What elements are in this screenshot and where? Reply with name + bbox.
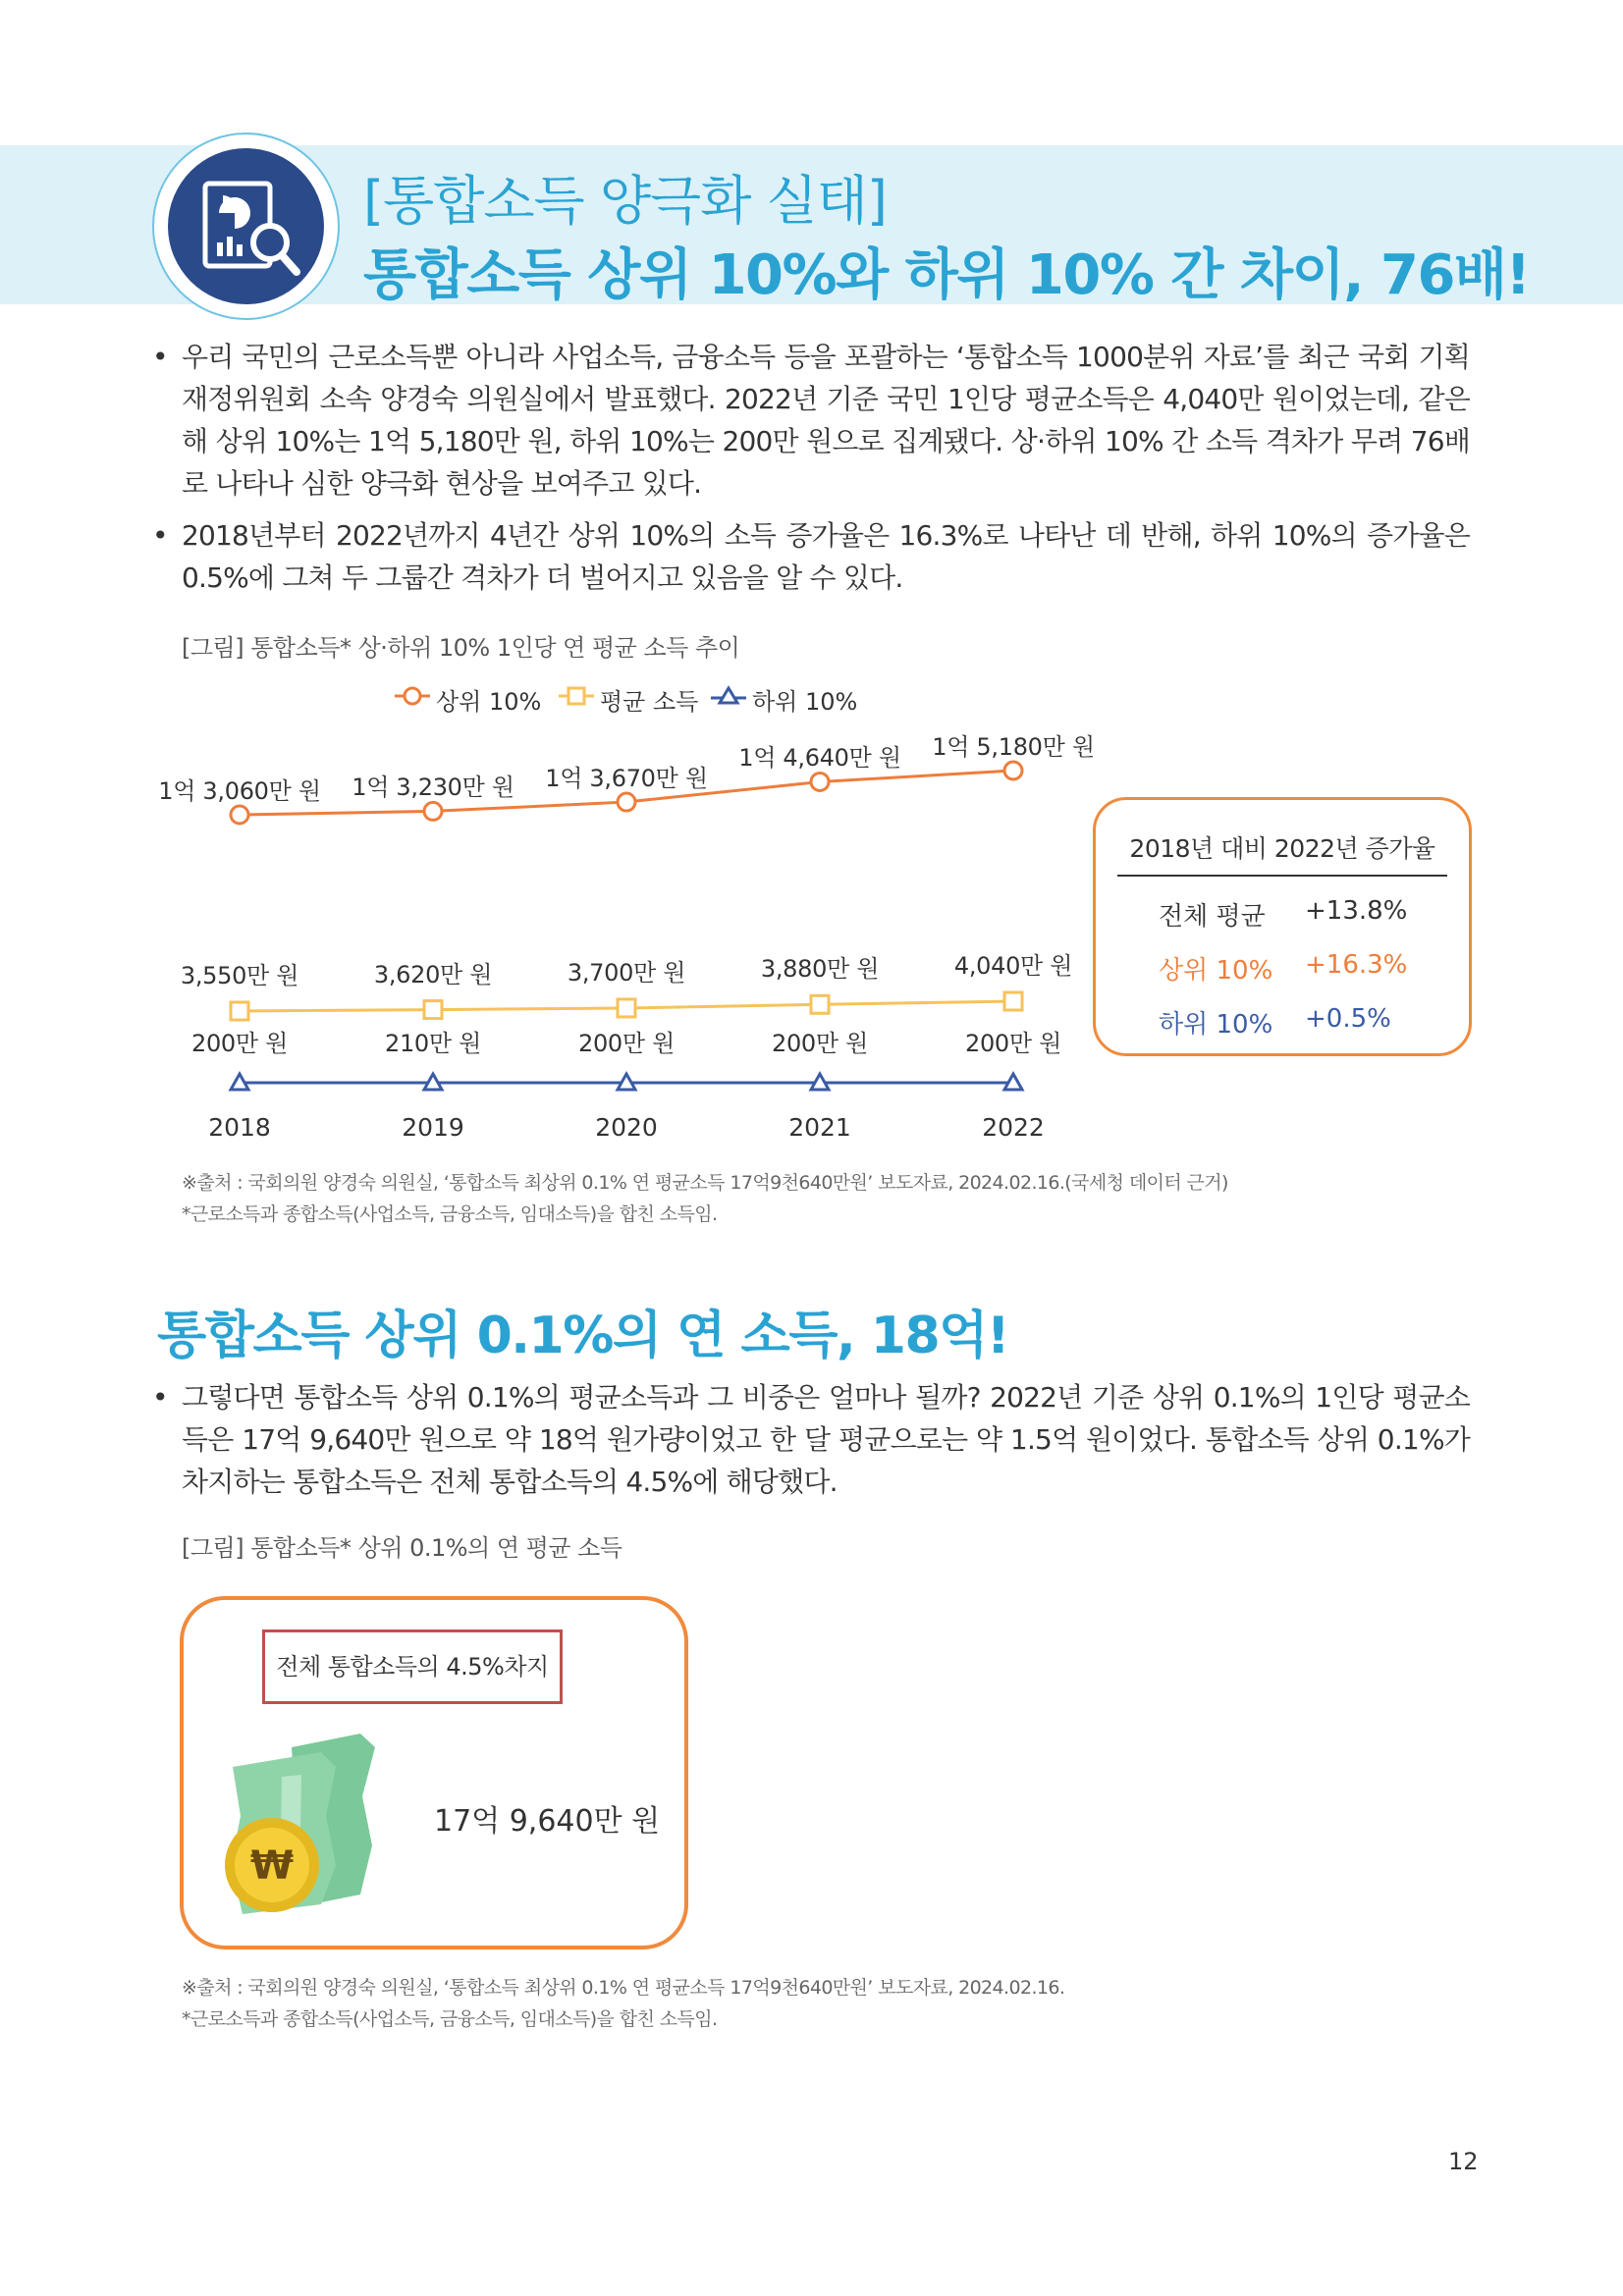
data-point [231,1002,248,1020]
data-label: 1억 5,180만 원 [932,733,1095,761]
data-point [1004,762,1022,779]
x-tick-label: 2018 [208,1113,271,1142]
section2-title: 통합소득 상위 0.1%의 연 소득, 18억! [157,1307,1009,1365]
growth-rate-box [1093,797,1472,1056]
data-label: 210만 원 [384,1030,482,1057]
growth-row-value: +13.8% [1305,896,1408,926]
growth-box-title: 2018년 대비 2022년 증가율 [1129,834,1435,863]
growth-row-label: 상위 10% [1159,956,1273,986]
data-point [618,999,635,1017]
growth-row-value: +0.5% [1305,1004,1391,1034]
x-tick-label: 2022 [982,1113,1045,1142]
paragraph-3 [152,1376,1470,1503]
data-point [1004,992,1022,1010]
source-note: ※출처 : 국회의원 양경숙 의원실, ‘통합소득 최상위 0.1% 연 평균소득 17억9천640만원’ 보도자료, 2024.02.16. [182,1977,1065,1999]
money-coin-icon [213,1728,429,1924]
data-label: 1억 3,230만 원 [352,774,514,802]
data-label: 1억 3,670만 원 [545,765,708,793]
data-label: 1억 4,640만 원 [738,744,901,773]
data-label: 200만 원 [190,1030,289,1057]
bullet-marker: • [152,519,168,552]
bullet-marker: • [152,341,168,373]
data-point [811,995,829,1013]
coin-symbol: ₩ [249,1843,295,1889]
data-label: 3,880만 원 [760,955,880,984]
data-point [424,802,442,820]
source-note: ※출처 : 국회의원 양경숙 의원실, ‘통합소득 최상위 0.1% 연 평균소득 17억9천640만원’ 보도자료, 2024.02.16.(국세청 데이터 근거) [182,1172,1228,1194]
data-point [424,1001,442,1019]
header-title: 통합소득 상위 10%와 하위 10% 간 차이, 76배! [363,243,1530,307]
legend-label-top10: 상위 10% [436,688,542,716]
data-label: 3,700만 원 [567,958,686,987]
income-value: 17억 9,640만 원 [434,1804,661,1839]
footnote: *근로소득과 종합소득(사업소득, 금융소득, 임대소득)을 합친 소득임. [182,1203,718,1225]
bullet-marker: • [152,1381,168,1414]
figure-caption-1: [그림] 통합소득* 상·하위 10% 1인당 연 평균 소득 추이 [182,634,740,662]
growth-box-divider [1117,875,1447,877]
data-label: 3,550만 원 [180,962,299,989]
data-label: 200만 원 [577,1030,676,1057]
data-label: 200만 원 [771,1030,869,1057]
data-label: 200만 원 [964,1030,1062,1057]
growth-row-label: 하위 10% [1159,1010,1273,1040]
paragraph-text: 그렇다면 통합소득 상위 0.1%의 평균소득과 그 비중은 얼마나 될까? 2022년 기준 상위 0.1%의 1인당 평균소득은 17억 9,640만 원으로 약 18억 원가량이었고 한 달 평균으로는 약 1.5억 원이었다. 통합소득 상위 0.1%가 차지하는 통합소득은 전체 통합소득의 4.5%에 해당했다. [182,1381,1470,1498]
page-number: 12 [1448,2148,1479,2175]
header-subtitle: [통합소득 양극화 실태] [363,170,887,232]
top-income-box [180,1596,688,1949]
legend-label-bottom10: 하위 10% [752,688,858,716]
growth-row-label: 전체 평균 [1159,902,1266,932]
income-share-label: 전체 통합소득의 4.5%차지 [262,1629,563,1704]
data-label: 4,040만 원 [953,952,1073,980]
data-point [231,806,248,824]
paragraph-text: 2018년부터 2022년까지 4년간 상위 10%의 소득 증가율은 16.3%로 나타난 데 반해, 하위 10%의 증가율은 0.5%에 그쳐 두 그룹간 격차가 더 벌어지고 있음을 알 수 있다. [182,519,1470,594]
figure-caption-2: [그림] 통합소득* 상위 0.1%의 연 평균 소득 [182,1534,622,1562]
x-tick-label: 2020 [595,1113,658,1142]
paragraph-text: 우리 국민의 근로소득뿐 아니라 사업소득, 금융소득 등을 포괄하는 ‘통합소득 1000분위 자료’를 최근 국회 기획재정위원회 소속 양경숙 의원실에서 발표했다. 2022년 기준 국민 1인당 평균소득은 4,040만 원이었는데, 같은 해 상위 10%는 1억 5,180만 원, 하위 10%는 200만 원으로 집계됐다. 상·하위 10% 간 소득 격차가 무려 76배로 나타나 심한 양극화 현상을 보여주고 있다. [182,341,1470,500]
growth-row-value: +16.3% [1305,950,1408,980]
data-label: 1억 3,060만 원 [158,777,321,805]
footnote: *근로소득과 종합소득(사업소득, 금융소득, 임대소득)을 합친 소득임. [182,2008,718,2030]
x-tick-label: 2019 [402,1113,464,1142]
data-label: 3,620만 원 [373,960,493,988]
legend-label-average: 평균 소득 [600,688,699,716]
x-tick-label: 2021 [788,1113,851,1142]
data-point [618,793,635,811]
data-point [811,773,829,790]
